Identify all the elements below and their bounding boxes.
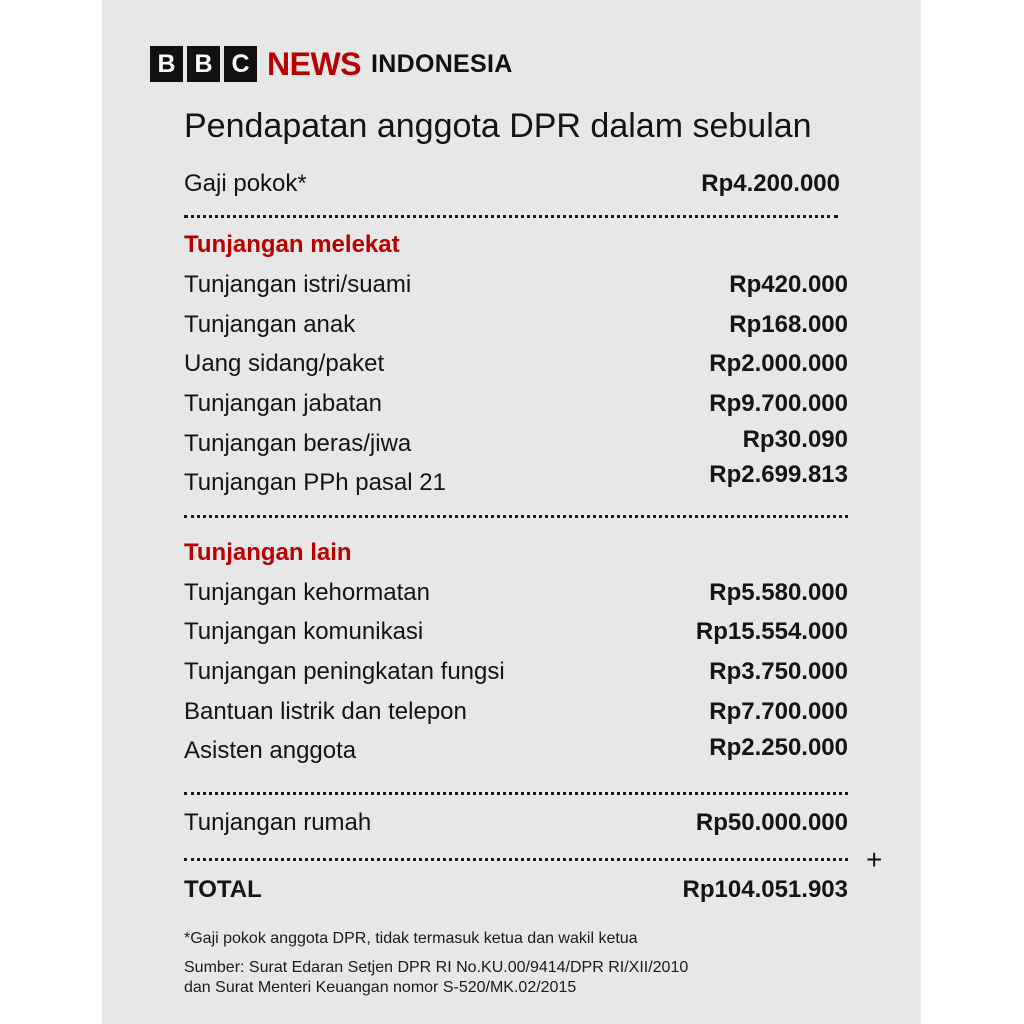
- logo-letter-b1: B: [150, 46, 183, 82]
- row-value: Rp2.000.000: [709, 350, 848, 377]
- row-value: Rp5.580.000: [709, 579, 848, 606]
- row-label: Tunjangan komunikasi: [184, 618, 424, 645]
- footnote: *Gaji pokok anggota DPR, tidak termasuk ketua dan wakil ketua: [184, 930, 638, 947]
- row-label: Bantuan listrik dan telepon: [184, 698, 467, 725]
- section-heading-tunjangan-lain: Tunjangan lain: [184, 539, 352, 566]
- list-item: [184, 734, 848, 767]
- dotted-divider: [184, 792, 848, 795]
- logo-news-text: NEWS: [267, 45, 361, 82]
- row-label: Tunjangan jabatan: [184, 390, 382, 417]
- list-item: [184, 658, 848, 688]
- logo-region-text: INDONESIA: [371, 49, 513, 78]
- row-value: Rp3.750.000: [709, 658, 848, 685]
- row-value: Rp4.200.000: [701, 170, 840, 197]
- row-label: Uang sidang/paket: [184, 350, 385, 377]
- row-label: Gaji pokok*: [184, 170, 307, 197]
- row-label: Asisten anggota: [184, 737, 357, 764]
- row-label: Tunjangan kehormatan: [184, 579, 430, 606]
- list-item: [184, 698, 848, 728]
- list-item: [184, 461, 848, 499]
- list-item: [184, 579, 848, 609]
- row-value: Rp2.699.813: [709, 461, 848, 488]
- list-item: [184, 426, 848, 459]
- logo-letter-c: C: [224, 46, 257, 82]
- page-title: Pendapatan anggota DPR dalam sebulan: [184, 107, 812, 145]
- dotted-divider: [184, 515, 848, 518]
- paper-background: [102, 0, 921, 1024]
- row-value: Rp30.090: [742, 426, 848, 453]
- total-value: Rp104.051.903: [682, 876, 848, 903]
- row-label: Tunjangan peningkatan fungsi: [184, 658, 505, 685]
- row-label: Tunjangan anak: [184, 311, 356, 338]
- list-item: [184, 350, 848, 380]
- dotted-divider: [184, 215, 838, 218]
- row-label: Tunjangan rumah: [184, 809, 372, 836]
- section-heading-tunjangan-melekat: Tunjangan melekat: [184, 231, 400, 258]
- logo-letter-b2: B: [187, 46, 220, 82]
- row-value: Rp7.700.000: [709, 698, 848, 725]
- total-label: TOTAL: [184, 876, 262, 903]
- row-label: Tunjangan istri/suami: [184, 271, 412, 298]
- dotted-divider: [184, 858, 848, 861]
- row-label: Tunjangan beras/jiwa: [184, 430, 412, 457]
- row-value: Rp2.250.000: [709, 734, 848, 761]
- bbc-news-indonesia-logo: [150, 46, 513, 82]
- list-item: [184, 618, 848, 648]
- row-value: Rp420.000: [729, 271, 848, 298]
- housing-row: [184, 809, 848, 839]
- row-value: Rp50.000.000: [695, 809, 848, 836]
- source-line-2: dan Surat Menteri Keuangan nomor S-520/MK.02/2015: [184, 979, 577, 996]
- row-value: Rp9.700.000: [709, 390, 848, 417]
- list-item: [184, 271, 848, 301]
- plus-sum-icon: +: [866, 844, 883, 875]
- row-value: Rp15.554.000: [695, 618, 848, 645]
- base-salary-row: [184, 170, 840, 200]
- list-item: [184, 390, 848, 420]
- row-label: Tunjangan PPh pasal 21: [184, 469, 446, 496]
- source-line-1: Sumber: Surat Edaran Setjen DPR RI No.KU.00/9414/DPR RI/XII/2010: [184, 959, 689, 976]
- list-item: [184, 311, 848, 341]
- row-value: Rp168.000: [729, 311, 848, 338]
